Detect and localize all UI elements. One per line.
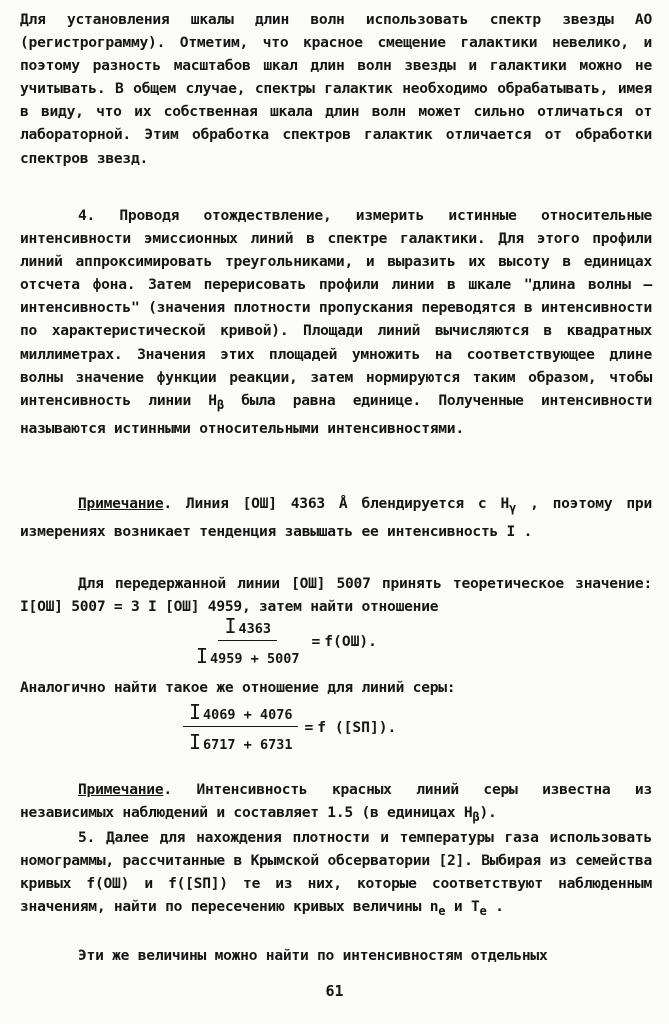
te-subscript: e: [479, 904, 487, 919]
h-beta-subscript: β: [472, 810, 480, 824]
paragraph-sulfur-ratio: Аналогично найти такое же отношение для линий серы:: [20, 679, 456, 696]
note-label: Примечание: [78, 781, 164, 798]
paragraph-step-4: 4. Проводя отождествление, измерить истинные относительные интенсивности эмиссионных линий в спектре галактики. Для этого профили линий аппроксимировать треугольниками, и выразить их высоту в единицах отсчета фона. Затем перерисовать профили линии в шкале "длина волны – интенсивность" (значения плотности пропускания переводятся в интенсивности по характеристической кривой). Площади линий вычисляются в квадратных миллиметрах. Значения этих площадей умножить на соответствующее длине волны значение функции реакции, затем нормируются таким образом, чтобы интенсивность линии $H_\beta$ была равна единице. Полученные интенсивности называются истинными относительными интенсивностями.: [20, 207, 652, 437]
note-oiii-blend: Примечание. Линия [ОШ] 4363 Å блендируется с $H_\gamma$ , поэтому при измерениях возникает тенденция завышать ее интенсивность I .: [20, 495, 652, 540]
formula-oiii-ratio: $\frac{I 4363}{I 4959 + 5007}$ = f(ОШ).: [196, 614, 377, 668]
formula-sulfur-ratio: $\frac{I 4069 + 4076}{I 6717 + 6731}$ = f ([SП]).: [183, 700, 396, 754]
paragraph-step-5: 5. Далее для нахождения плотности и температуры газа использовать номограммы, рассчитанные в Крымской обсерватории [2]. Выбирая из семейства кривых f(ОШ) и f([SП]) те из них, которые соответствуют наблюденным значениям, найти по пересечению кривых величины $n_e$ и $T_e$ .: [20, 829, 652, 919]
ne-subscript: e: [438, 904, 446, 919]
h-gamma-subscript: γ: [508, 500, 517, 515]
note-sulfur-intensity: Примечание. Интенсивность красных линий серы известна из независимых наблюдений и составляет 1.5 (в единицах $H_\beta$).: [20, 781, 652, 824]
paragraph-overexposed-line: Для передержанной линии [ОШ] 5007 принять теоретическое значение: I[ОШ] 5007 = 3 I [ОШ] 4959, затем найти отношение: [20, 575, 652, 616]
paragraph-continuation: Эти же величины можно найти по интенсивностям отдельных: [78, 947, 548, 964]
h-beta-subscript: β: [216, 397, 224, 412]
paragraph-wavelength-scale: Для установления шкалы длин волн использовать спектр звезды АО (регистрограмму). Отметим, что красное смещение галактики невелико, и поэтому разность масштабов шкал длин волн звезды и галактики можно не учитывать. В общем случае, спектры галактик необходимо обрабатывать, имея в виду, что их собственная шкала длин волн может сильно отличаться от лабораторной. Этим обработка спектров галактик отличается от обработки спектров звезд.: [20, 11, 652, 167]
note-label: Примечание: [78, 495, 164, 512]
page-number: 61: [325, 982, 344, 1000]
